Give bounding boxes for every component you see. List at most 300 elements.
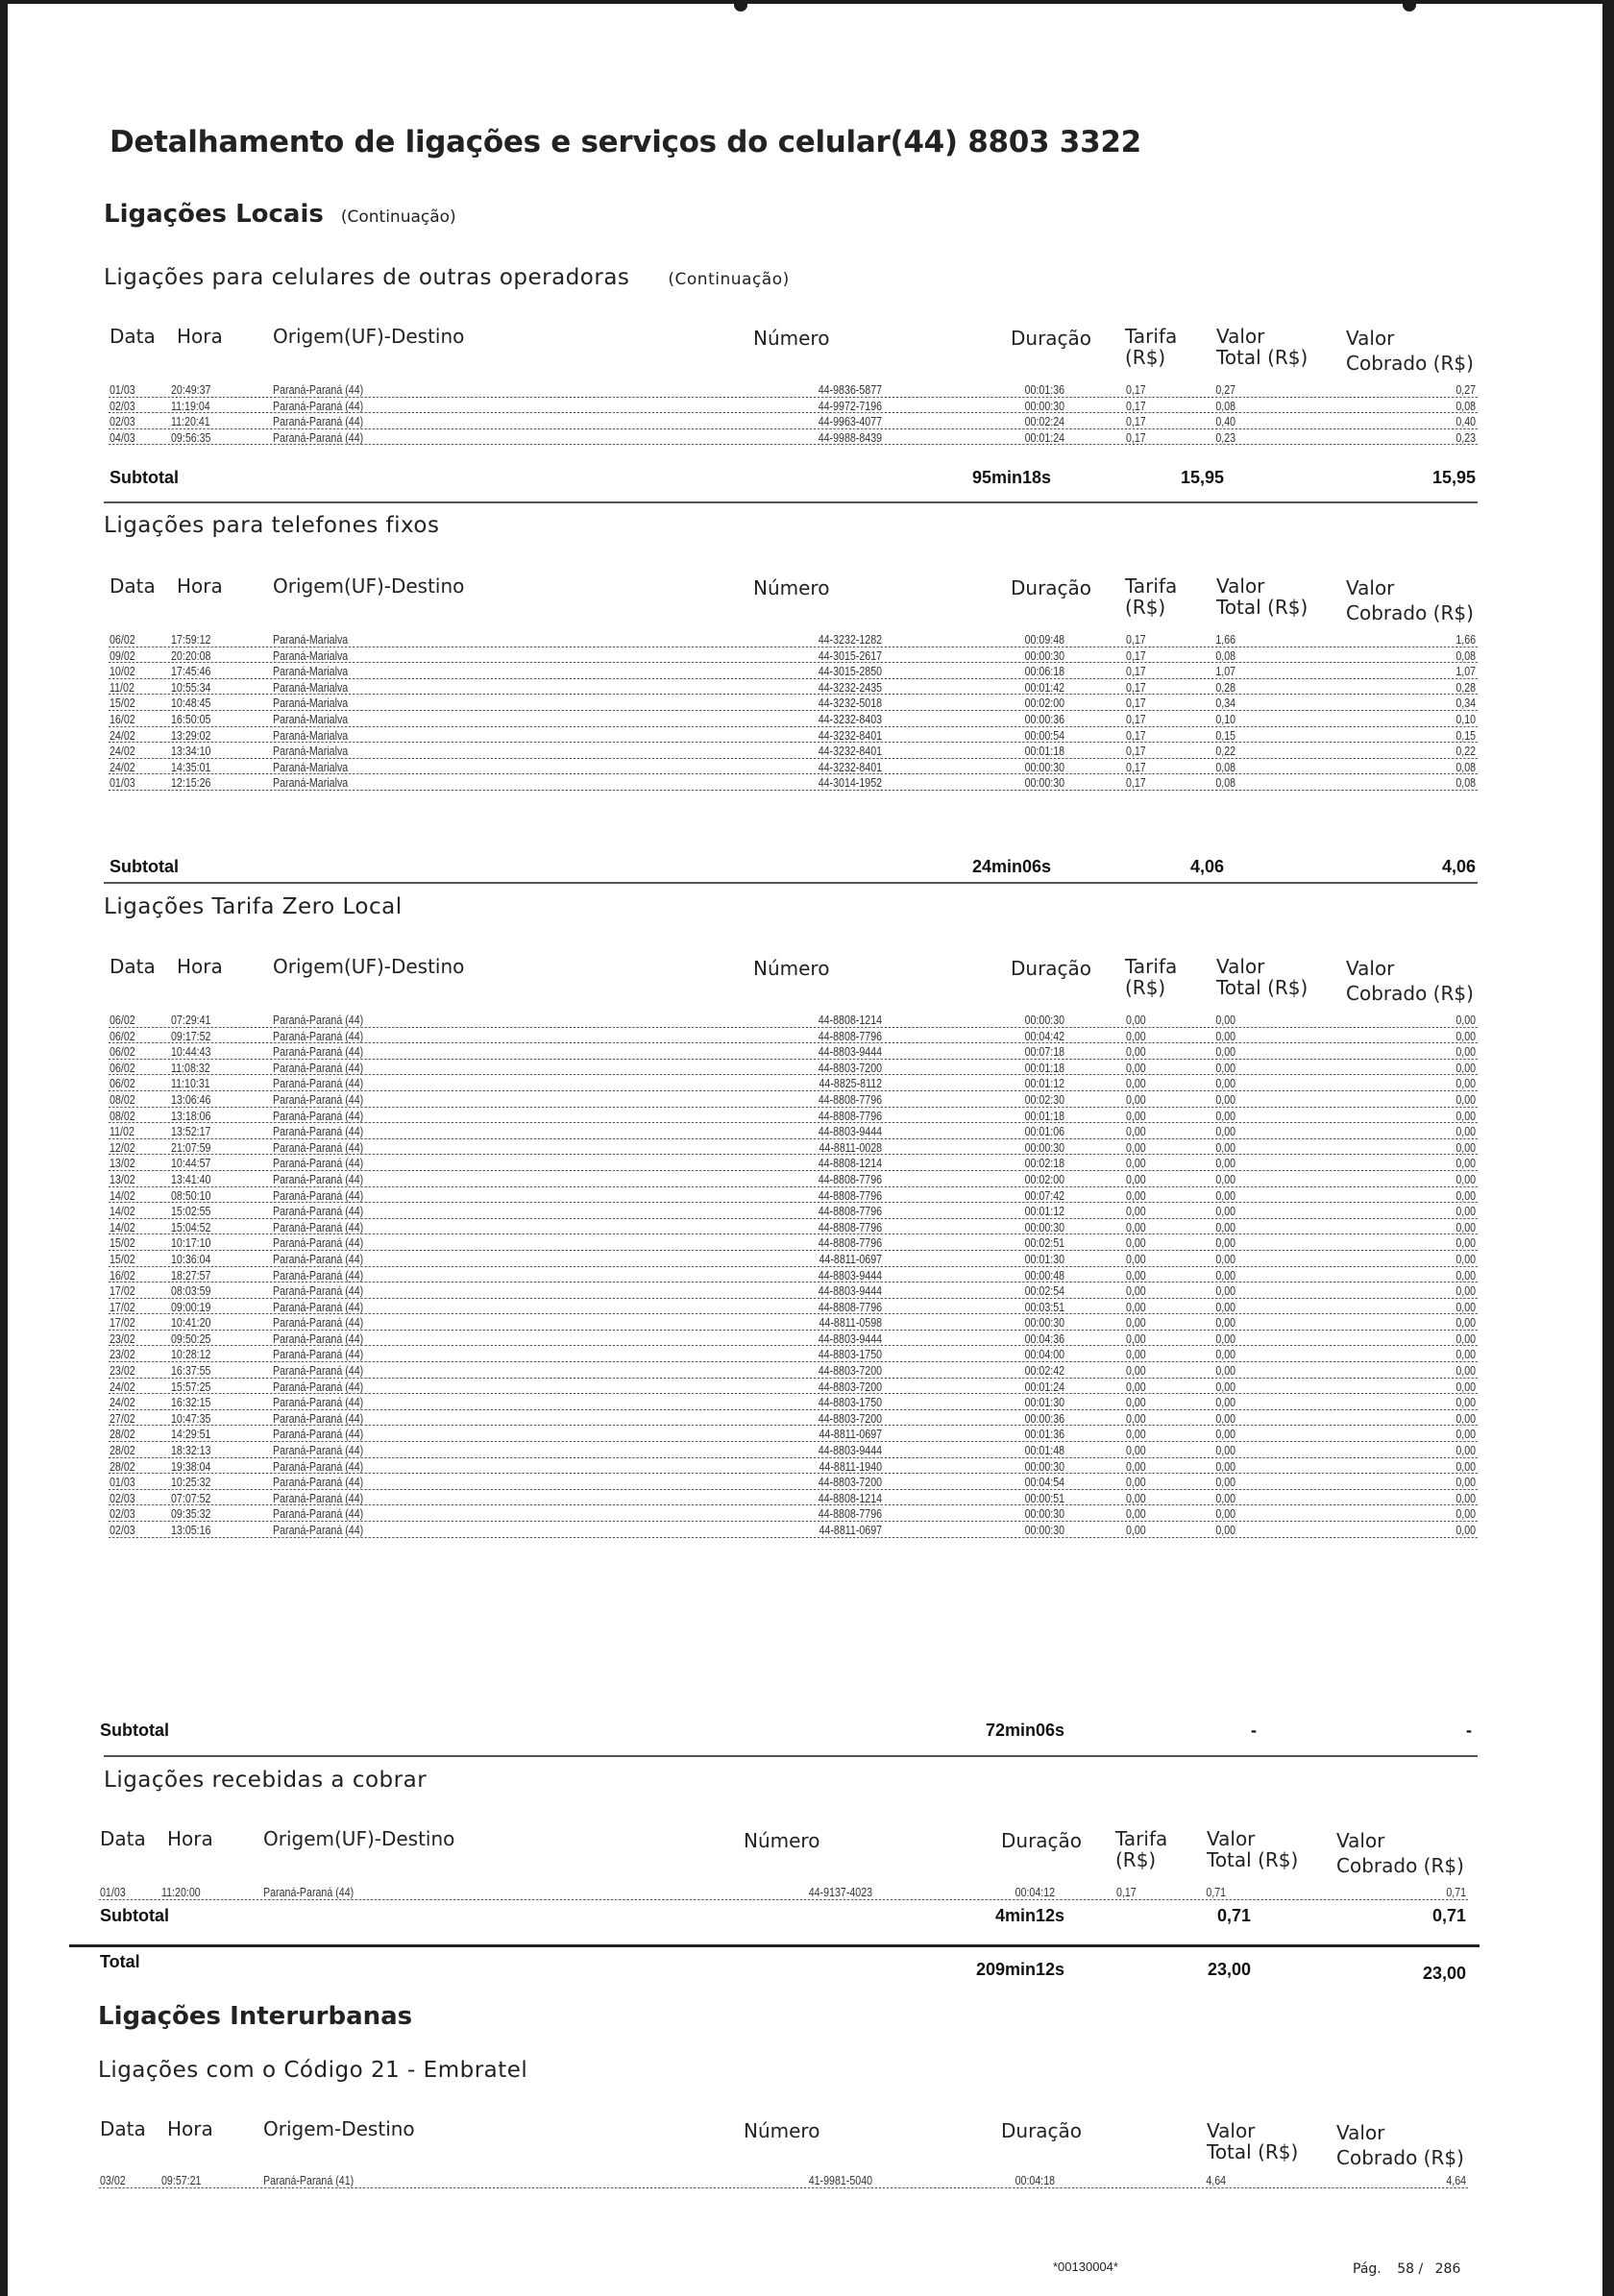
cell-total: 0,00 (1215, 1427, 1236, 1442)
cell-data: 02/03 (109, 398, 135, 413)
cell-hora: 09:50:25 (170, 1331, 211, 1346)
cell-total: 0,22 (1215, 744, 1236, 759)
cell-data: 28/02 (109, 1443, 135, 1458)
continuation-label: (Continuação) (668, 270, 790, 289)
cell-duracao: 00:03:51 (1024, 1299, 1065, 1314)
cell-hora: 11:08:32 (170, 1060, 210, 1075)
cell-numero: 44-8808-7796 (818, 1506, 883, 1522)
cell-total: 0,00 (1215, 1410, 1236, 1426)
cell-origem: Paraná-Paraná (44) (272, 1490, 364, 1505)
cell-origem: Paraná-Paraná (44) (272, 1523, 364, 1537)
cell-origem: Paraná-Paraná (44) (272, 429, 364, 445)
cell-hora: 21:07:59 (170, 1139, 211, 1155)
table-rows-cobrar (94, 1885, 1468, 1901)
cell-cobrado: 0,00 (1455, 1523, 1477, 1537)
cell-origem: Paraná-Marialva (272, 711, 349, 726)
cell-cobrado: 0,00 (1455, 1506, 1477, 1522)
cell-numero: 44-9963-4077 (818, 414, 883, 429)
table-row (104, 744, 1478, 760)
cell-tarifa: 0,17 (1125, 727, 1146, 743)
cell-data: 11/02 (109, 1124, 134, 1139)
page-title: Detalhamento de ligações e serviços do celular(44) 8803 3322 (110, 125, 1141, 159)
cell-total: 0,00 (1215, 1251, 1236, 1266)
cell-data: 02/03 (109, 1490, 135, 1505)
subtotal-label: Subtotal (110, 468, 179, 487)
cell-tarifa: 0,00 (1125, 1044, 1146, 1060)
cell-duracao: 00:07:42 (1024, 1187, 1065, 1203)
cell-duracao: 00:04:12 (1015, 1885, 1056, 1899)
cell-duracao: 00:00:30 (1024, 647, 1065, 663)
cell-cobrado: 0,08 (1455, 398, 1477, 413)
header-valor-total: Valor (1207, 1827, 1256, 1850)
cell-cobrado: 0,00 (1455, 1076, 1477, 1091)
cell-cobrado: 0,00 (1455, 1395, 1477, 1410)
cell-duracao: 00:00:30 (1024, 398, 1065, 413)
cell-tarifa: 0,00 (1125, 1363, 1146, 1379)
cell-cobrado: 0,23 (1455, 429, 1477, 445)
cell-hora: 17:45:46 (170, 664, 211, 679)
header-duracao: Duração (1001, 1829, 1083, 1852)
header-valor-cobrado-unit: Cobrado (R$) (1346, 982, 1474, 1005)
cell-origem: Paraná-Paraná (44) (272, 1395, 364, 1410)
table-row (104, 414, 1478, 430)
cell-tarifa: 0,00 (1125, 1171, 1146, 1186)
cell-origem: Paraná-Paraná (44) (272, 382, 364, 397)
table-header-fixos (104, 574, 1478, 632)
cell-cobrado: 0,00 (1455, 1187, 1477, 1203)
cell-data: 02/03 (109, 1506, 135, 1522)
cell-data: 24/02 (109, 1395, 135, 1410)
cell-total: 0,00 (1215, 1156, 1236, 1171)
cell-duracao: 00:00:36 (1024, 711, 1065, 726)
cell-cobrado: 0,00 (1455, 1044, 1477, 1060)
cell-duracao: 00:09:48 (1024, 632, 1065, 647)
cell-total: 0,08 (1215, 759, 1236, 774)
cell-numero: 44-8803-9444 (818, 1124, 883, 1139)
cell-hora: 09:35:32 (170, 1506, 211, 1522)
header-valor-cobrado-unit: Cobrado (R$) (1336, 2146, 1464, 2169)
subtotal-cobrado: 4,06 (1441, 857, 1476, 876)
table-row (104, 1315, 1478, 1331)
header-origem: Origem(UF)-Destino (273, 955, 465, 978)
cell-cobrado: 0,00 (1455, 1347, 1477, 1362)
cell-data: 01/03 (99, 1885, 126, 1899)
cell-origem: Paraná-Paraná (44) (272, 1044, 364, 1060)
cell-origem: Paraná-Marialva (272, 775, 349, 791)
table-row (104, 1395, 1478, 1411)
cell-tarifa: 0,00 (1125, 1076, 1146, 1091)
table-row (104, 712, 1478, 728)
cell-numero: 44-8808-7796 (818, 1299, 883, 1314)
cell-cobrado: 1,66 (1455, 632, 1477, 647)
header-hora: Hora (167, 2117, 213, 2140)
table-rows-embratel (94, 2173, 1468, 2189)
cell-numero: 44-3015-2850 (818, 664, 883, 679)
cell-hora: 09:00:19 (170, 1299, 211, 1314)
cell-origem: Paraná-Paraná (44) (272, 1204, 364, 1219)
cell-total: 0,40 (1215, 414, 1236, 429)
cell-numero: 44-8808-7796 (818, 1187, 883, 1203)
table-row (104, 430, 1478, 447)
cell-numero: 44-8803-7200 (818, 1379, 883, 1394)
cell-origem: Paraná-Paraná (44) (272, 1187, 364, 1203)
cell-total: 0,00 (1215, 1171, 1236, 1186)
header-numero: Número (744, 1829, 820, 1852)
cell-origem: Paraná-Paraná (44) (272, 1458, 364, 1474)
cell-hora: 11:10:31 (170, 1076, 210, 1091)
table-row (104, 1363, 1478, 1380)
cell-numero: 44-9972-7196 (818, 398, 883, 413)
header-tarifa-unit: (R$) (1125, 596, 1166, 619)
cell-data: 01/03 (109, 1475, 135, 1490)
cell-numero: 44-8808-7796 (818, 1108, 883, 1123)
header-valor-total-unit: Total (R$) (1207, 1848, 1299, 1871)
cell-tarifa: 0,00 (1125, 1395, 1146, 1410)
cell-tarifa: 0,00 (1125, 1379, 1146, 1394)
header-origem: Origem(UF)-Destino (273, 574, 465, 598)
cell-hora: 19:38:04 (170, 1458, 211, 1474)
cell-cobrado: 0,00 (1455, 1013, 1477, 1027)
cell-duracao: 00:00:36 (1024, 1410, 1065, 1426)
cell-data: 27/02 (109, 1410, 135, 1426)
header-tarifa: Tarifa (1125, 574, 1178, 598)
cell-cobrado: 0,00 (1455, 1443, 1477, 1458)
header-tarifa-unit: (R$) (1125, 976, 1166, 999)
cell-total: 0,00 (1215, 1443, 1236, 1458)
cell-duracao: 00:02:24 (1024, 414, 1065, 429)
cell-data: 13/02 (109, 1156, 135, 1171)
table-title-text: Ligações para celulares de outras operadoras (104, 265, 630, 290)
table-title-embratel: Ligações com o Código 21 - Embratel (98, 2058, 528, 2083)
cell-hora: 16:50:05 (170, 711, 211, 726)
cell-total: 0,00 (1215, 1506, 1236, 1522)
page-number (1353, 2261, 1460, 2277)
cell-total: 0,27 (1215, 382, 1236, 397)
cell-duracao: 00:00:30 (1024, 1523, 1065, 1537)
cell-cobrado: 0,00 (1455, 1251, 1477, 1266)
cell-cobrado: 0,00 (1455, 1410, 1477, 1426)
table-row (104, 648, 1478, 665)
subtotal-duracao: 72min06s (986, 1721, 1065, 1740)
cell-hora: 13:34:10 (170, 744, 211, 759)
cell-total: 0,08 (1215, 647, 1236, 663)
cell-hora: 17:59:12 (170, 632, 211, 647)
table-row (104, 680, 1478, 696)
table-row (104, 1188, 1478, 1205)
cell-cobrado: 0,00 (1455, 1156, 1477, 1171)
page-label: Pág. (1353, 2261, 1382, 2277)
cell-origem: Paraná-Paraná (44) (272, 1410, 364, 1426)
header-tarifa-unit: (R$) (1115, 1848, 1157, 1871)
cell-data: 04/03 (109, 429, 135, 445)
cell-hora: 07:07:52 (170, 1490, 211, 1505)
cell-cobrado: 0,00 (1455, 1283, 1477, 1299)
table-header-embratel (94, 2117, 1468, 2175)
cell-data: 14/02 (109, 1219, 135, 1234)
cell-total: 0,00 (1215, 1331, 1236, 1346)
cell-duracao: 00:01:06 (1024, 1124, 1065, 1139)
cell-total: 0,00 (1215, 1108, 1236, 1123)
table-title-fixos: Ligações para telefones fixos (104, 513, 440, 538)
divider (104, 1755, 1478, 1757)
table-row (104, 1380, 1478, 1396)
table-header-tarifa-zero (104, 955, 1478, 1013)
cell-total: 0,00 (1215, 1283, 1236, 1299)
cell-tarifa: 0,00 (1125, 1251, 1146, 1266)
cell-tarifa: 0,17 (1125, 398, 1146, 413)
cell-duracao: 00:04:54 (1024, 1475, 1065, 1490)
cell-hora: 20:49:37 (170, 382, 211, 397)
cell-numero: 44-8808-1214 (818, 1156, 883, 1171)
cell-numero: 44-8808-1214 (818, 1013, 883, 1027)
cell-total: 0,00 (1215, 1490, 1236, 1505)
table-row (104, 775, 1478, 792)
divider-total (69, 1944, 1480, 1947)
cell-numero: 44-8803-9444 (818, 1331, 883, 1346)
cell-duracao: 00:01:48 (1024, 1443, 1065, 1458)
cell-total: 0,00 (1215, 1076, 1236, 1091)
table-rows-tarifa-zero (104, 1013, 1478, 1539)
subtotal-cobrado: 0,71 (1431, 1906, 1466, 1925)
cell-tarifa: 0,00 (1125, 1108, 1146, 1123)
cell-origem: Paraná-Paraná (44) (272, 1315, 364, 1331)
cell-total: 0,00 (1215, 1044, 1236, 1060)
table-row (104, 1427, 1478, 1443)
cell-data: 17/02 (109, 1299, 135, 1314)
table-row (104, 1013, 1478, 1029)
cell-total: 1,66 (1215, 632, 1236, 647)
header-tarifa: Tarifa (1125, 325, 1178, 348)
cell-cobrado: 0,00 (1455, 1108, 1477, 1123)
cell-total: 0,00 (1215, 1091, 1236, 1107)
header-hora: Hora (167, 1827, 213, 1850)
table-rows-celulares (104, 382, 1478, 446)
table-row (104, 696, 1478, 712)
cell-origem: Paraná-Paraná (44) (272, 1331, 364, 1346)
cell-total: 0,00 (1215, 1347, 1236, 1362)
cell-origem: Paraná-Paraná (44) (272, 1347, 364, 1362)
cell-tarifa: 0,17 (1125, 664, 1146, 679)
header-valor-total-unit: Total (R$) (1207, 2140, 1299, 2163)
cell-hora: 10:17:10 (170, 1235, 211, 1251)
table-row (104, 1076, 1478, 1092)
cell-numero: 41-9981-5040 (808, 2173, 873, 2187)
cell-duracao: 00:00:30 (1024, 1315, 1065, 1331)
header-duracao: Duração (1001, 2119, 1083, 2142)
cell-numero: 44-8811-0028 (819, 1139, 883, 1155)
cell-total: 0,23 (1215, 429, 1236, 445)
cell-duracao: 00:04:42 (1024, 1028, 1065, 1043)
cell-tarifa: 0,00 (1125, 1523, 1146, 1537)
cell-total: 1,07 (1215, 664, 1236, 679)
cell-origem: Paraná-Marialva (272, 759, 349, 774)
cell-tarifa: 0,17 (1125, 647, 1146, 663)
document-barcode-code: *00130004* (1053, 2259, 1118, 2274)
cell-hora: 10:55:34 (170, 679, 211, 695)
cell-hora: 14:35:01 (170, 759, 211, 774)
table-header-cobrar (94, 1827, 1468, 1885)
subtotal-row-fixos (104, 857, 1478, 880)
cell-hora: 10:41:20 (170, 1315, 211, 1331)
table-row (104, 1268, 1478, 1284)
cell-tarifa: 0,00 (1125, 1458, 1146, 1474)
divider (104, 501, 1478, 503)
subtotal-row-tarifa-zero (100, 1721, 1478, 1744)
header-valor-cobrado: Valor (1346, 957, 1395, 980)
subtotal-label: Subtotal (110, 857, 179, 876)
cell-data: 08/02 (109, 1091, 135, 1107)
cell-data: 15/02 (109, 1251, 135, 1266)
header-valor-cobrado: Valor (1346, 327, 1395, 350)
cell-hora: 10:25:32 (170, 1475, 211, 1490)
cell-duracao: 00:00:30 (1024, 1219, 1065, 1234)
cell-duracao: 00:07:18 (1024, 1044, 1065, 1060)
table-row (104, 1092, 1478, 1109)
table-row (104, 1283, 1478, 1300)
cell-duracao: 00:01:12 (1024, 1204, 1065, 1219)
table-title-tarifa-zero: Ligações Tarifa Zero Local (104, 894, 403, 919)
cell-origem: Paraná-Paraná (44) (272, 1251, 364, 1266)
cell-cobrado: 0,00 (1455, 1427, 1477, 1442)
header-duracao: Duração (1011, 327, 1092, 350)
cell-numero: 44-3232-5018 (818, 696, 883, 711)
cell-cobrado: 0,71 (1446, 1885, 1467, 1899)
cell-cobrado: 0,00 (1455, 1235, 1477, 1251)
cell-hora: 14:29:51 (170, 1427, 211, 1442)
header-data: Data (100, 2117, 146, 2140)
cell-hora: 11:19:04 (170, 398, 210, 413)
cell-numero: 44-9988-8439 (818, 429, 883, 445)
cell-hora: 16:37:55 (170, 1363, 211, 1379)
header-hora: Hora (177, 574, 223, 598)
cell-hora: 10:47:35 (170, 1410, 211, 1426)
cell-duracao: 00:02:30 (1024, 1091, 1065, 1107)
cell-total: 0,00 (1215, 1379, 1236, 1394)
cell-hora: 15:57:25 (170, 1379, 211, 1394)
cell-data: 23/02 (109, 1331, 135, 1346)
cell-total: 0,34 (1215, 696, 1236, 711)
cell-total: 0,00 (1215, 1395, 1236, 1410)
header-valor-cobrado: Valor (1336, 1829, 1385, 1852)
cell-numero: 44-3015-2617 (818, 647, 883, 663)
cell-data: 24/02 (109, 759, 135, 774)
cell-duracao: 00:02:51 (1024, 1235, 1065, 1251)
cell-data: 06/02 (109, 1044, 135, 1060)
cell-cobrado: 0,00 (1455, 1267, 1477, 1282)
table-row (104, 728, 1478, 745)
cell-origem: Paraná-Paraná (44) (272, 1475, 364, 1490)
cell-origem: Paraná-Marialva (272, 727, 349, 743)
header-valor-total-unit: Total (R$) (1216, 976, 1308, 999)
cell-origem: Paraná-Marialva (272, 664, 349, 679)
page-current: 58 / (1397, 2261, 1424, 2277)
cell-hora: 18:27:57 (170, 1267, 211, 1282)
subtotal-total: 0,71 (1216, 1906, 1251, 1925)
cell-total: 0,08 (1215, 775, 1236, 791)
table-row (104, 1172, 1478, 1188)
cell-cobrado: 0,00 (1455, 1363, 1477, 1379)
table-row (104, 1411, 1478, 1428)
cell-cobrado: 0,00 (1455, 1219, 1477, 1234)
cell-tarifa: 0,00 (1125, 1443, 1146, 1458)
cell-duracao: 00:02:18 (1024, 1156, 1065, 1171)
cell-hora: 13:41:40 (170, 1171, 211, 1186)
cell-tarifa: 0,00 (1125, 1235, 1146, 1251)
cell-tarifa: 0,00 (1125, 1219, 1146, 1234)
header-numero: Número (753, 327, 830, 350)
cell-origem: Paraná-Paraná (44) (272, 1108, 364, 1123)
cell-duracao: 00:02:00 (1024, 1171, 1065, 1186)
cell-data: 13/02 (109, 1171, 135, 1186)
subtotal-cobrado: - (1466, 1721, 1472, 1740)
table-rows-fixos (104, 632, 1478, 792)
cell-hora: 08:50:10 (170, 1187, 211, 1203)
cell-total: 0,00 (1215, 1187, 1236, 1203)
cell-numero: 44-8803-7200 (818, 1475, 883, 1490)
cell-tarifa: 0,17 (1125, 414, 1146, 429)
cell-data: 24/02 (109, 1379, 135, 1394)
cell-data: 06/02 (109, 632, 135, 647)
cell-numero: 44-8803-9444 (818, 1443, 883, 1458)
cell-total: 0,00 (1215, 1475, 1236, 1490)
cell-numero: 44-3232-8401 (818, 744, 883, 759)
table-header-celulares (104, 325, 1478, 382)
table-row (104, 1235, 1478, 1252)
cell-tarifa: 0,00 (1125, 1013, 1146, 1027)
cell-data: 28/02 (109, 1427, 135, 1442)
cell-hora: 13:06:46 (170, 1091, 211, 1107)
cell-tarifa: 0,00 (1125, 1299, 1146, 1314)
cell-numero: 44-8808-7796 (818, 1028, 883, 1043)
cell-cobrado: 0,00 (1455, 1475, 1477, 1490)
cell-cobrado: 0,10 (1455, 711, 1477, 726)
cell-tarifa: 0,00 (1125, 1283, 1146, 1299)
table-row (104, 1204, 1478, 1220)
subtotal-duracao: 24min06s (972, 857, 1052, 876)
cell-total: 0,00 (1215, 1013, 1236, 1027)
cell-cobrado: 0,22 (1455, 744, 1477, 759)
cell-numero: 44-8811-0697 (819, 1251, 883, 1266)
cell-data: 17/02 (109, 1315, 135, 1331)
section-title-interurbanas: Ligações Interurbanas (98, 2002, 413, 2031)
table-row (104, 1156, 1478, 1172)
cell-origem: Paraná-Paraná (44) (262, 1885, 355, 1899)
cell-cobrado: 0,08 (1455, 647, 1477, 663)
cell-hora: 13:29:02 (170, 727, 211, 743)
header-origem: Origem(UF)-Destino (273, 325, 465, 348)
section-title-locais (104, 200, 456, 229)
cell-cobrado: 0,00 (1455, 1028, 1477, 1043)
subtotal-total: 15,95 (1180, 468, 1224, 487)
cell-data: 24/02 (109, 744, 135, 759)
subtotal-cobrado: 15,95 (1431, 468, 1476, 487)
cell-data: 16/02 (109, 1267, 135, 1282)
cell-total: 0,00 (1215, 1139, 1236, 1155)
cell-origem: Paraná-Paraná (44) (272, 1139, 364, 1155)
total-duracao: 209min12s (976, 1960, 1065, 1979)
cell-total: 0,00 (1215, 1299, 1236, 1314)
cell-total: 0,71 (1206, 1885, 1227, 1899)
cell-cobrado: 0,15 (1455, 727, 1477, 743)
cell-numero: 44-8811-0697 (819, 1523, 883, 1537)
cell-duracao: 00:01:18 (1024, 1060, 1065, 1075)
cell-tarifa: 0,17 (1115, 1885, 1137, 1899)
cell-data: 17/02 (109, 1283, 135, 1299)
cell-duracao: 00:04:18 (1015, 2173, 1056, 2187)
table-row (104, 1443, 1478, 1459)
cell-origem: Paraná-Paraná (44) (272, 1171, 364, 1186)
cell-cobrado: 0,00 (1455, 1060, 1477, 1075)
